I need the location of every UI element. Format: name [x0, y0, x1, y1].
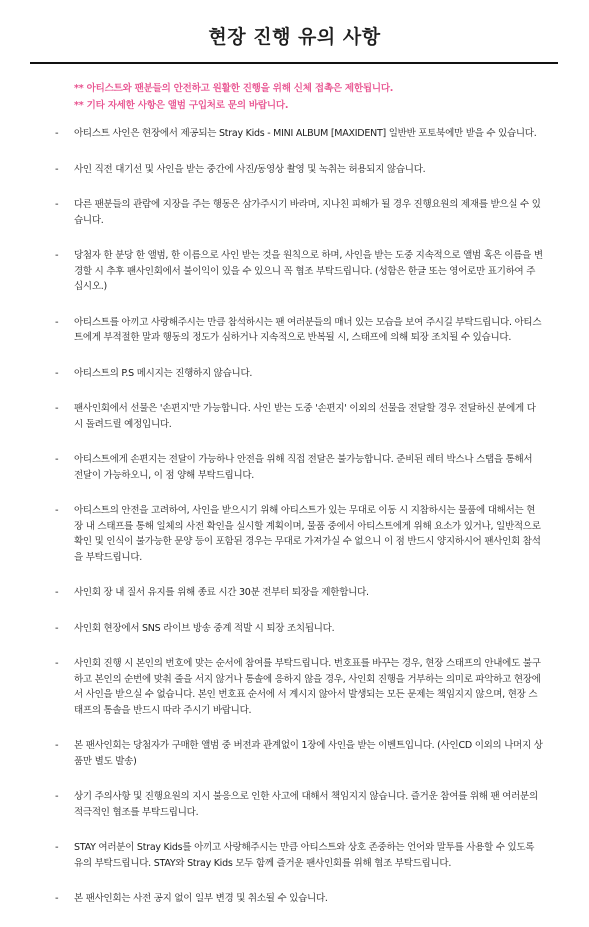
notice-item — [0, 503, 589, 565]
notice-item-text: 당첨자 한 분당 한 앨범, 한 이름으로 사인 받는 것을 원칙으로 하며, 사인을 받는 도중 지속적으로 앨범 혹은 이름을 변경할 시 추후 팬사인회에서 불이익이 있을 수 있으니 꼭 협조 부탁드립니다. (성함은 한글 또는 영어로만 표기하여 주십시오.) — [74, 250, 543, 292]
notice-item — [0, 126, 589, 142]
notice-item — [0, 585, 589, 601]
notice-item-text: STAY 여러분이 Stray Kids를 아끼고 사랑해주시는 만큼 아티스트와 상호 존중하는 언어와 말투를 사용할 수 있도록 유의 부탁드립니다. STAY와 Stray Kids 모두 함께 즐거운 팬사인회를 위해 협조 부탁드립니다. — [74, 842, 535, 869]
bullet-dash: - — [55, 658, 59, 669]
notice-item-text: 아티스트를 아끼고 사랑해주시는 만큼 참석하시는 팬 여러분들의 매너 있는 모습을 보여 주시길 부탁드립니다. 아티스트에게 부적절한 말과 행동의 정도가 심하거나 지속적으로 반복될 시, 스태프에 의해 퇴장 조치될 수 있습니다. — [74, 316, 542, 343]
notice-item — [0, 452, 589, 483]
notice-item-text: 아티스트의 안전을 고려하여, 사인을 받으시기 위해 아티스트가 있는 무대로 이동 시 지참하시는 물품에 대해서는 현장 내 스태프를 통해 일체의 사전 확인을 실시할 계획이며, 물품 중에서 아티스트에게 위해 요소가 있거나, 일반적으로 확인 및 인식이 불가능한 문양 등이 포함된 경우는 무대로 가져가실 수 없으니 이 점 반드시 양지하시어 팬사인회 참석을 부탁드립니다. — [74, 505, 541, 563]
notice-item-text: 사인회 현장에서 SNS 라이브 방송 중계 적발 시 퇴장 조치됩니다. — [74, 622, 335, 634]
notice-item — [0, 738, 589, 769]
notice-item — [0, 656, 589, 718]
bullet-dash: - — [55, 893, 59, 904]
bullet-dash: - — [55, 316, 59, 328]
bullet-dash: - — [55, 367, 59, 379]
bullet-dash: - — [55, 842, 59, 853]
title-divider — [30, 62, 558, 64]
notice-item-text: 본 팬사인회는 당첨자가 구매한 앨범 중 버전과 관계없이 1장에 사인을 받는 이벤트입니다. (사인CD 이외의 나머지 상품만 별도 발송) — [74, 740, 543, 767]
bullet-dash: - — [55, 128, 59, 139]
bullet-dash: - — [55, 403, 59, 414]
bullet-dash: - — [55, 250, 59, 261]
bullet-dash: - — [55, 622, 59, 634]
notice-item-text: 사인 직전 대기선 및 사인을 받는 중간에 사진/동영상 촬영 및 녹취는 허용되지 않습니다. — [74, 163, 426, 175]
bullet-dash: - — [55, 587, 59, 598]
notice-item-text: 팬사인회에서 선물은 '손편지'만 가능합니다. 사인 받는 도중 '손편지' 이외의 선물을 전달할 경우 전달하신 분에게 다시 돌려드릴 예정입니다. — [74, 403, 536, 430]
bullet-dash: - — [55, 163, 59, 175]
notice-item-text: 사인회 장 내 질서 유지를 위해 종료 시간 30분 전부터 퇴장을 제한합니다. — [74, 587, 369, 598]
notice-item — [0, 891, 589, 907]
highlight-notes — [74, 80, 554, 114]
bullet-dash: - — [55, 454, 59, 465]
notice-item-text: 상기 주의사항 및 진행요원의 지시 불응으로 인한 사고에 대해서 책임지지 않습니다. 즐거운 참여를 위해 팬 여러분의 적극적인 협조를 부탁드립니다. — [74, 791, 538, 818]
notice-item — [0, 248, 589, 295]
notice-item-text: 사인회 진행 시 본인의 번호에 맞는 순서에 참여를 부탁드립니다. 번호표를 바꾸는 경우, 현장 스태프의 안내에도 불구하고 본인의 순번에 맞춰 줄을 서지 않거나 통솔에 응하지 않을 경우, 사인회 진행을 거부하는 의미로 파악하고 현장에서 사인을 받으실 수 없습니다. 본인 번호표 순서에 서 계시지 않아서 발생되는 모든 문제는 책임지지 않으며, 현장 스태프의 통솔을 반드시 따라 주시기 바랍니다. — [74, 658, 541, 716]
page-title: 현장 진행 유의 사항 — [208, 26, 381, 48]
notice-item-text: 다른 팬분들의 관람에 지장을 주는 행동은 삼가주시기 바라며, 지나친 피해가 될 경우 진행요원의 제재를 받으실 수 있습니다. — [74, 199, 541, 226]
notice-item-text: 아티스트 사인은 현장에서 제공되는 Stray Kids - MINI ALBUM [MAXIDENT] 일반반 포토북에만 받을 수 있습니다. — [74, 128, 537, 139]
notice-item — [0, 162, 589, 178]
highlight-note: ** 아티스트와 팬분들의 안전하고 원활한 진행을 위해 신체 접촉은 제한됩니다. — [74, 83, 394, 94]
notice-item — [0, 621, 589, 637]
notice-item-text: 본 팬사인회는 사전 공지 없이 일부 변경 및 취소될 수 있습니다. — [74, 893, 328, 904]
notice-item — [0, 197, 589, 228]
notice-item-text: 아티스트에게 손편지는 전달이 가능하나 안전을 위해 직접 전달은 불가능합니다. 준비된 레터 박스나 스탭을 통해서 전달이 가능하오니, 이 점 양해 부탁드립니다. — [74, 454, 533, 481]
bullet-dash: - — [55, 505, 59, 516]
notice-item-text: 아티스트의 P.S 메시지는 진행하지 않습니다. — [74, 367, 253, 379]
highlight-note: ** 기타 자세한 사항은 앨범 구입처로 문의 바랍니다. — [74, 100, 289, 111]
notice-item — [0, 840, 589, 871]
bullet-dash: - — [55, 740, 59, 751]
notice-item — [0, 366, 589, 382]
bullet-dash: - — [55, 791, 59, 802]
bullet-dash: - — [55, 199, 59, 210]
notice-item — [0, 315, 589, 346]
notice-item — [0, 789, 589, 820]
notice-list — [0, 126, 589, 927]
notice-item — [0, 401, 589, 432]
